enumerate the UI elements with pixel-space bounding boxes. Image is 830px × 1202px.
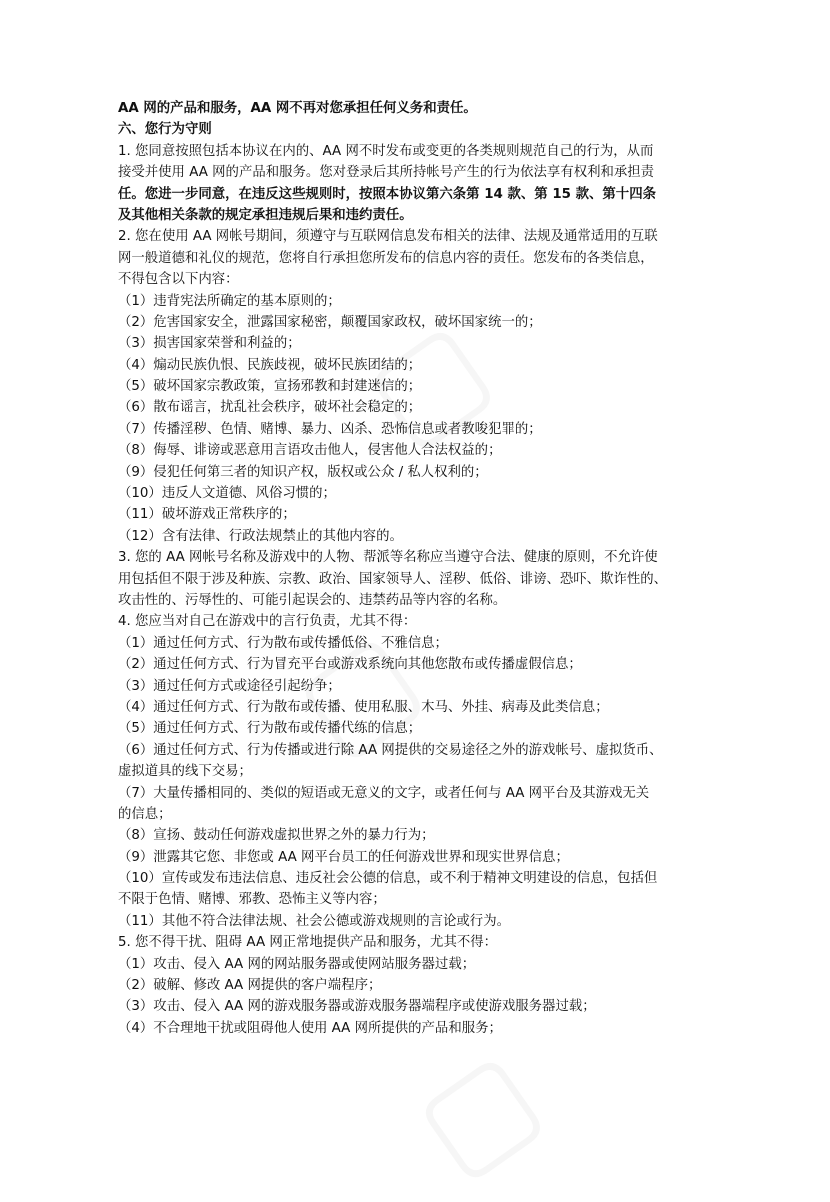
text-line: （9）侵犯任何第三者的知识产权，版权或公众 / 私人权利的； xyxy=(118,464,488,480)
text-line: 六、您行为守则 xyxy=(118,122,212,138)
text-line: （3）通过任何方式或途径引起纷争； xyxy=(118,678,341,694)
text-line: 任。您进一步同意，在违反这些规则时，按照本协议第六条第 14 款、第 15 款、第十四条 xyxy=(118,186,656,202)
text-line: 4. 您应当对自己在游戏中的言行负责，尤其不得： xyxy=(118,614,417,630)
text-line: （1）攻击、侵入 AA 网的网站服务器或使网站服务器过载； xyxy=(118,956,476,972)
text-line: （10）违反人文道德、风俗习惯的； xyxy=(118,486,336,502)
text-line: 3. 您的 AA 网帐号名称及游戏中的人物、帮派等名称应当遵守合法、健康的原则，不允许使 xyxy=(118,550,658,566)
text-line: （11）破坏游戏正常秩序的； xyxy=(118,507,296,523)
text-line: 虚拟道具的线下交易； xyxy=(118,764,252,780)
text-line: （4）煽动民族仇恨、民族歧视，破坏民族团结的； xyxy=(118,357,422,373)
text-line: 攻击性的、污辱性的、可能引起误会的、违禁药品等内容的名称。 xyxy=(118,592,507,608)
text-line: （3）损害国家荣誉和利益的； xyxy=(118,336,301,352)
text-line: （12）含有法律、行政法规禁止的其他内容的。 xyxy=(118,528,403,544)
text-line: 的信息； xyxy=(118,806,172,822)
text-line: 不得包含以下内容： xyxy=(118,272,239,288)
text-line: 不限于色情、赌博、邪教、恐怖主义等内容； xyxy=(118,892,386,908)
text-line: 2. 您在使用 AA 网帐号期间，须遵守与互联网信息发布相关的法律、法规及通常适用的互联 xyxy=(118,229,658,245)
text-line: AA 网的产品和服务，AA 网不再对您承担任何义务和责任。 xyxy=(118,101,477,116)
text-line: 1. 您同意按照包括本协议在内的、AA 网不时发布或变更的各类规则规范自己的行为，从而 xyxy=(118,143,654,159)
text-line: （7）大量传播相同的、类似的短语或无意义的文字，或者任何与 AA 网平台及其游戏无关 xyxy=(118,785,650,801)
text-line: （1）违背宪法所确定的基本原则的； xyxy=(118,293,341,309)
text-line: （1）通过任何方式、行为散布或传播低俗、不雅信息； xyxy=(118,635,448,651)
text-line: （6）通过任何方式、行为传播或进行除 AA 网提供的交易途径之外的游戏帐号、虚拟货币、 xyxy=(118,742,663,758)
text-line: （2）通过任何方式、行为冒充平台或游戏系统向其他您散布或传播虚假信息； xyxy=(118,657,582,673)
text-line: （7）传播淫秽、色情、赌博、暴力、凶杀、恐怖信息或者教唆犯罪的； xyxy=(118,421,542,437)
text-line: （8）侮辱、诽谤或恶意用言语攻击他人，侵害他人合法权益的； xyxy=(118,443,502,459)
text-line: （11）其他不符合法律法规、社会公德或游戏规则的言论或行为。 xyxy=(118,913,510,929)
text-line: （6）散布谣言，扰乱社会秩序，破坏社会稳定的； xyxy=(118,400,422,416)
text-line: 接受并使用 AA 网的产品和服务。您对登录后其所持帐号产生的行为依法享有权利和承担责 xyxy=(118,165,655,181)
text-line: （3）攻击、侵入 AA 网的游戏服务器或游戏服务器端程序或使游戏服务器过载； xyxy=(118,999,596,1015)
document-body xyxy=(118,98,720,1039)
text-line: （4）不合理地干扰或阻碍他人使用 AA 网所提供的产品和服务； xyxy=(118,1020,502,1036)
text-line: （4）通过任何方式、行为散布或传播、使用私服、木马、外挂、病毒及此类信息； xyxy=(118,699,609,715)
text-line: （5）通过任何方式、行为散布或传播代练的信息； xyxy=(118,721,422,737)
text-line: 5. 您不得干扰、阻碍 AA 网正常地提供产品和服务，尤其不得： xyxy=(118,935,498,951)
text-line: （8）宣扬、鼓动任何游戏虚拟世界之外的暴力行为； xyxy=(118,828,435,844)
text-line: 及其他相关条款的规定承担违规后果和违约责任。 xyxy=(118,207,413,223)
watermark xyxy=(391,1017,572,1202)
text-line: 用包括但不限于涉及种族、宗教、政治、国家领导人、淫秽、低俗、诽谤、恐吓、欺诈性的、 xyxy=(118,571,668,587)
text-line: （2）危害国家安全，泄露国家秘密，颠覆国家政权，破坏国家统一的； xyxy=(118,314,542,330)
text-line: 网一般道德和礼仪的规范，您将自行承担您所发布的信息内容的责任。您发布的各类信息， xyxy=(118,250,654,266)
text-line: （10）宣传或发布违法信息、违反社会公德的信息，或不利于精神文明建设的信息，包括但 xyxy=(118,871,658,887)
text-line: （5）破坏国家宗教政策，宣扬邪教和封建迷信的； xyxy=(118,379,422,395)
text-line: （2）破解、修改 AA 网提供的客户端程序； xyxy=(118,978,382,994)
text-line: （9）泄露其它您、非您或 AA 网平台员工的任何游戏世界和现实世界信息； xyxy=(118,849,569,865)
